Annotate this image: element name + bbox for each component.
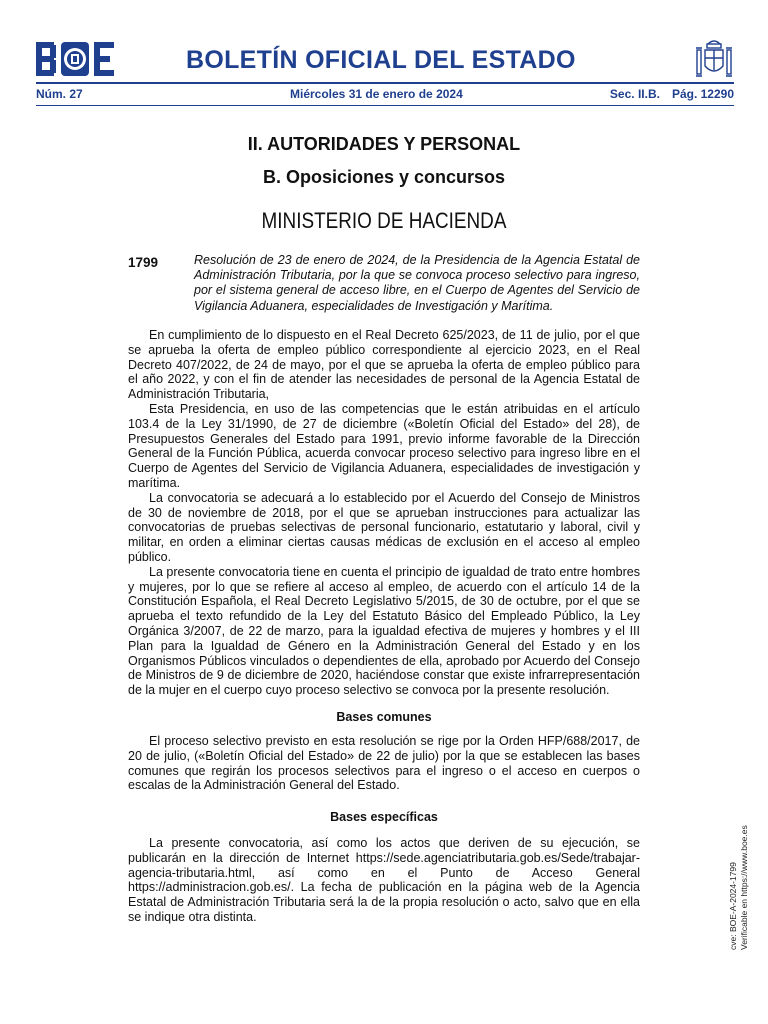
coat-of-arms-icon: [694, 38, 734, 80]
boe-logo: [36, 42, 116, 76]
paragraph: En cumplimiento de lo dispuesto en el Real Decreto 625/2023, de 11 de julio, por el que se aprueba la oferta de empleo público correspondiente al ejercicio 2023, en el Real Decreto 407/2022, de 24 de mayo, por el que se aprueba la oferta de empleo público para el año 2022, y con el fin de atender las necesidades de personal de la Agencia Estatal de Administración Tributaria,: [128, 328, 640, 402]
masthead: [36, 38, 734, 82]
bases-especificas-section: [128, 836, 640, 925]
section-label: Sec. II.B.: [609, 87, 660, 101]
paragraph: Esta Presidencia, en uso de las competencias que le están atribuidas en el artículo 103.4 de la Ley 31/1990, de 27 de diciembre («Boletín Oficial del Estado» del 28), de Presupuestos Generales del Estado para 1991, previo informe favorable de la Dirección General de la Función Pública, acuerda convocar proceso selectivo para ingreso libre en el Cuerpo de Agentes del Servicio de Vigilancia Aduanera, especialidades de investigación y marítima.: [128, 401, 640, 490]
disposition-number: 1799: [128, 255, 159, 270]
section-and-page: [610, 87, 734, 101]
paragraph: La convocatoria se adecuará a lo establecido por el Acuerdo del Consejo de Ministros de 30 de noviembre de 2018, por el que se aprueban instrucciones para actualizar las convocatorias de pruebas selectivas de personal funcionario, estatutario y laboral, civil y militar, en orden a eliminar ciertas causas médicas de exclusión en el acceso al empleo público.: [128, 490, 640, 564]
verification-link: Verificable en https://www.boe.es: [739, 825, 749, 950]
ministry-heading: MINISTERIO DE HACIENDA: [261, 208, 507, 233]
section-heading: II. AUTORIDADES Y PERSONAL: [247, 134, 521, 154]
header-rule-bottom: [36, 105, 734, 106]
issue-date: Miércoles 31 de enero de 2024: [290, 87, 463, 101]
subsection-heading: B. Oposiciones y concursos: [262, 167, 506, 187]
cve-code: cve: BOE-A-2024-1799: [728, 862, 738, 950]
disposition-summary: Resolución de 23 de enero de 2024, de la Presidencia de la Agencia Estatal de Administración Tributaria, por la que se convoca proceso selectivo para ingreso, por el sistema general de acceso libre, en el Cuerpo de Agentes del Servicio de Vigilancia Aduanera, especialidades de Investigación y Marítima.: [194, 253, 640, 313]
paragraph: La presente convocatoria tiene en cuenta el principio de igualdad de trato entre hombres y mujeres, por lo que se refiere al acceso al empleo, de acuerdo con el artículo 14 de la Constitución Española, el Real Decreto Legislativo 5/2015, de 30 de octubre, por el que se aprueba el texto refundido de la Ley del Estatuto Básico del Empleado Público, la Ley Orgánica 3/2007, de 22 de marzo, para la igualdad efectiva de mujeres y hombres y el III Plan para la Igualdad de Género en la Administración General del Estado y en los Organismos Públicos vinculados o dependientes de ella, aprobado por Acuerdo del Consejo de Ministros de 9 de diciembre de 2020, haciéndose constar que existe infrarrepresentación de la mujer en el cuerpo cuyo proceso selectivo se convoca por la presente resolución.: [128, 564, 640, 698]
verification-sidebar: [728, 790, 750, 950]
header-rule-top: [36, 82, 734, 84]
paragraph: El proceso selectivo previsto en esta resolución se rige por la Orden HFP/688/2017, de 20 de julio, («Boletín Oficial del Estado» de 22 de julio) por la que se establecen las bases comunes que regirán los procesos selectivos para el ingreso o el acceso en cuerpos o escalas de la Administración General del Estado.: [128, 734, 640, 793]
paragraph: La presente convocatoria, así como los actos que deriven de su ejecución, se publicarán en la dirección de Internet https://sede.agenciatributaria.gob.es/Sede/trabajar-agencia-tributaria.html, así como en el Punto de Acceso General https://administracion.gob.es/. La fecha de publicación en la página web de la Agencia Estatal de Administración Tributaria será la de la propia resolución o acto, salvo que en ella se indique otra distinta.: [128, 836, 640, 924]
bases-comunes-heading: Bases comunes: [336, 710, 432, 724]
preamble: [128, 328, 640, 698]
bases-especificas-heading: Bases específicas: [330, 810, 438, 824]
page-label: Pág. 12290: [671, 87, 734, 101]
bases-comunes-section: [128, 734, 640, 793]
issue-number: Núm. 27: [36, 87, 83, 101]
publication-title: BOLETÍN OFICIAL DEL ESTADO: [186, 46, 576, 74]
